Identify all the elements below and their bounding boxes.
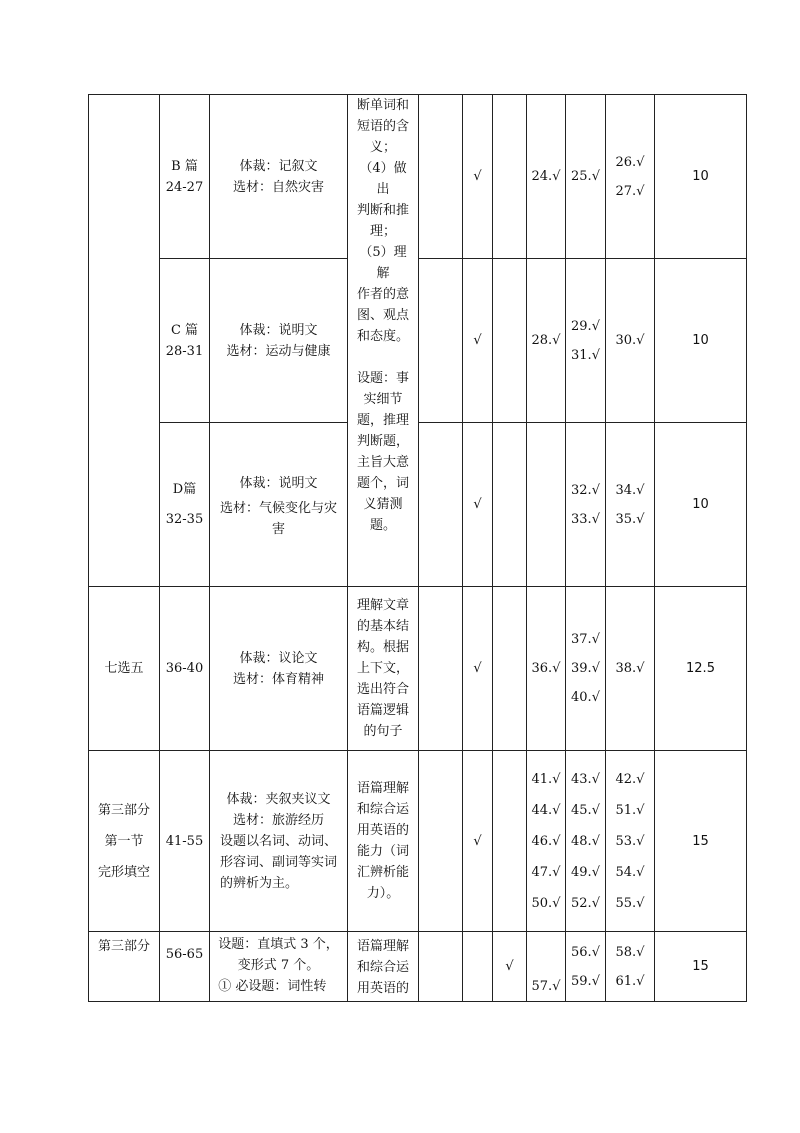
item-mark: 51.√	[615, 802, 645, 818]
item-mark: 46.√	[531, 833, 561, 849]
req-line: 能力（词	[356, 844, 409, 859]
item-mark: 44.√	[531, 802, 561, 818]
check-cell: √	[463, 751, 493, 932]
req-line: 语篇理解	[356, 939, 409, 954]
req-line: 上下文，	[356, 661, 409, 676]
desc-cell	[210, 587, 348, 751]
passage-label: D篇	[172, 481, 197, 497]
num-cell	[160, 95, 210, 259]
question-range: 41-55	[165, 833, 204, 849]
item-mark: 26.√	[615, 154, 645, 170]
part-line: 第三部分	[97, 802, 150, 818]
item-cell	[606, 259, 655, 423]
req-spacer	[354, 347, 412, 368]
item-cell	[606, 751, 655, 932]
blank-cell	[419, 587, 463, 751]
item-mark: 35.√	[615, 511, 645, 527]
item-mark: 53.√	[615, 833, 645, 849]
part-cell: 七选五	[89, 587, 160, 751]
item-mark: 40.√	[571, 690, 600, 705]
item-mark: 45.√	[571, 802, 600, 818]
req-line: 力）。	[366, 886, 400, 901]
item-mark: 31.√	[571, 347, 600, 363]
num-cell	[160, 259, 210, 423]
item-cell	[527, 95, 566, 259]
req-line: 判断题，	[356, 434, 409, 449]
num-cell	[160, 932, 210, 1002]
desc-cell	[210, 423, 348, 587]
req-line: 用英语的	[356, 823, 409, 838]
requirements-cell	[348, 751, 419, 932]
item-cell	[527, 932, 566, 1002]
item-mark: 38.√	[615, 661, 645, 676]
item-mark: 24.√	[531, 169, 561, 184]
item-cell	[527, 751, 566, 932]
item-mark: 28.√	[531, 333, 561, 348]
item-cell	[606, 932, 655, 1002]
check-cell	[493, 423, 527, 587]
item-mark: 55.√	[615, 895, 645, 911]
topic-text-cont: 害	[271, 521, 285, 537]
check-cell	[493, 259, 527, 423]
passage-label: B 篇	[171, 158, 198, 174]
item-mark: 39.√	[571, 661, 600, 676]
score-cell: 10	[655, 95, 747, 259]
req-line: （5）理解	[359, 245, 407, 281]
desc-cell	[210, 259, 348, 423]
req-line: 构。根据	[356, 640, 409, 655]
check-cell: √	[493, 932, 527, 1002]
item-cell	[566, 259, 606, 423]
item-cell	[527, 259, 566, 423]
req-line: 和综合运	[356, 802, 409, 817]
item-cell	[566, 751, 606, 932]
blank-cell	[419, 95, 463, 259]
item-mark: 27.√	[615, 183, 645, 199]
item-mark: 54.√	[615, 864, 645, 880]
req-line: 图、观点	[356, 308, 409, 323]
topic-text: 选材：自然灾害	[232, 179, 324, 195]
req-line: 断单词和	[356, 98, 409, 113]
req-line: 的基本结	[356, 619, 409, 634]
req-line: 选出符合	[356, 682, 409, 697]
req-line: 主旨大意	[356, 455, 409, 470]
genre-text: 体裁：说明文	[239, 322, 318, 338]
req-line: 语篇理解	[356, 781, 409, 796]
genre-text: 体裁：议论文	[239, 650, 318, 666]
item-mark: 47.√	[531, 864, 561, 880]
item-mark: 25.√	[571, 169, 600, 184]
num-cell	[160, 587, 210, 751]
score-cell: 10	[655, 259, 747, 423]
item-mark: 30.√	[615, 333, 645, 348]
question-range: 24-27	[165, 179, 204, 195]
check-cell	[493, 751, 527, 932]
table-row-seven-choose-five	[89, 587, 747, 751]
part-cell-reading	[89, 95, 160, 587]
req-line: 和综合运	[356, 960, 409, 975]
req-line: 理；	[369, 224, 396, 239]
design-text: 设题以名词、动词、	[219, 833, 337, 849]
part-cell	[89, 932, 160, 1002]
req-line: 设题：事	[356, 371, 409, 386]
question-range: 28-31	[165, 343, 204, 359]
item-mark: 32.√	[571, 482, 600, 498]
item-cell	[606, 587, 655, 751]
part-line: 完形填空	[97, 864, 150, 880]
req-line: 用英语的	[356, 981, 409, 996]
score-cell: 12.5	[655, 587, 747, 751]
blank-cell	[419, 423, 463, 587]
desc-cell	[210, 95, 348, 259]
passage-label: C 篇	[170, 322, 199, 338]
item-cell	[566, 95, 606, 259]
blank-cell	[419, 751, 463, 932]
item-mark: 57.√	[531, 979, 561, 994]
desc-cell	[210, 751, 348, 932]
item-mark: 59.√	[571, 973, 600, 989]
topic-text: 选材：运动与健康	[226, 343, 331, 359]
item-cell	[566, 587, 606, 751]
check-cell: √	[463, 95, 493, 259]
item-mark: 43.√	[571, 771, 600, 787]
req-line: 汇辨析能	[356, 865, 409, 880]
item-mark: 33.√	[571, 511, 600, 527]
part-line: 第三部分	[97, 939, 150, 954]
score-cell: 15	[655, 751, 747, 932]
req-line: （4）做出	[359, 161, 407, 197]
score-cell: 10	[655, 423, 747, 587]
item-cell	[606, 95, 655, 259]
item-mark: 52.√	[571, 895, 600, 911]
design-text: 的辨析为主。	[219, 875, 298, 891]
table-row-cloze	[89, 751, 747, 932]
item-mark: 36.√	[531, 661, 561, 676]
item-mark: 29.√	[571, 318, 600, 334]
req-line: 题。	[369, 518, 396, 533]
item-mark: 58.√	[615, 944, 645, 960]
item-mark: 50.√	[531, 895, 561, 911]
part-line: 第一节	[104, 833, 144, 849]
score-cell: 15	[655, 932, 747, 1002]
item-mark: 49.√	[571, 864, 600, 880]
part-cell	[89, 751, 160, 932]
design-text: 变形式 7 个。	[237, 958, 320, 973]
requirements-cell	[348, 932, 419, 1002]
check-cell: √	[463, 259, 493, 423]
item-mark: 37.√	[571, 632, 600, 647]
req-line: 作者的意	[356, 287, 409, 302]
genre-text: 体裁：夹叙夹议文	[226, 791, 331, 807]
question-range: 36-40	[165, 661, 204, 676]
genre-text: 体裁：记叙文	[239, 158, 318, 174]
check-cell: √	[463, 587, 493, 751]
requirements-cell	[348, 587, 419, 751]
req-line: 语篇逻辑	[356, 703, 409, 718]
item-mark: 42.√	[615, 771, 645, 787]
question-range: 56-65	[165, 947, 204, 962]
req-line: 理解文章	[356, 598, 409, 613]
req-line: 义；	[369, 140, 396, 155]
desc-cell	[210, 932, 348, 1002]
check-cell: √	[463, 423, 493, 587]
req-line: 判断和推	[356, 203, 409, 218]
req-line: 义猜测	[363, 497, 403, 512]
item-cell	[527, 587, 566, 751]
topic-text: 选材：气候变化与灾	[219, 500, 337, 516]
topic-text: 选材：旅游经历	[232, 812, 324, 828]
num-cell	[160, 423, 210, 587]
req-line: 实细节	[363, 392, 403, 407]
genre-text: 体裁：说明文	[239, 475, 318, 491]
item-mark: 34.√	[615, 482, 645, 498]
requirements-cell	[348, 95, 419, 587]
check-cell	[463, 932, 493, 1002]
item-mark: 61.√	[615, 973, 645, 989]
design-text: ① 必设题：词性转	[218, 979, 327, 994]
topic-text: 选材：体育精神	[232, 671, 324, 687]
question-range: 32-35	[165, 511, 204, 527]
blank-cell	[419, 259, 463, 423]
design-text: 设题：直填式 3 个，	[218, 937, 339, 952]
exam-spec-table	[88, 94, 747, 1002]
table-row-grammar	[89, 932, 747, 1002]
item-cell	[566, 932, 606, 1002]
req-line: 的句子	[363, 724, 403, 739]
num-cell	[160, 751, 210, 932]
item-mark: 56.√	[571, 944, 600, 960]
req-line: 题个，词	[356, 476, 409, 491]
item-mark: 48.√	[571, 833, 600, 849]
item-mark: 41.√	[531, 771, 561, 787]
req-line: 短语的含	[356, 119, 409, 134]
check-cell	[493, 95, 527, 259]
item-cell	[606, 423, 655, 587]
design-text: 形容词、副词等实词	[219, 854, 337, 870]
table-row-b	[89, 95, 747, 259]
req-line: 和态度。	[356, 329, 409, 344]
item-cell	[527, 423, 566, 587]
req-line: 题，推理	[356, 413, 409, 428]
blank-cell	[419, 932, 463, 1002]
check-cell	[493, 587, 527, 751]
item-cell	[566, 423, 606, 587]
